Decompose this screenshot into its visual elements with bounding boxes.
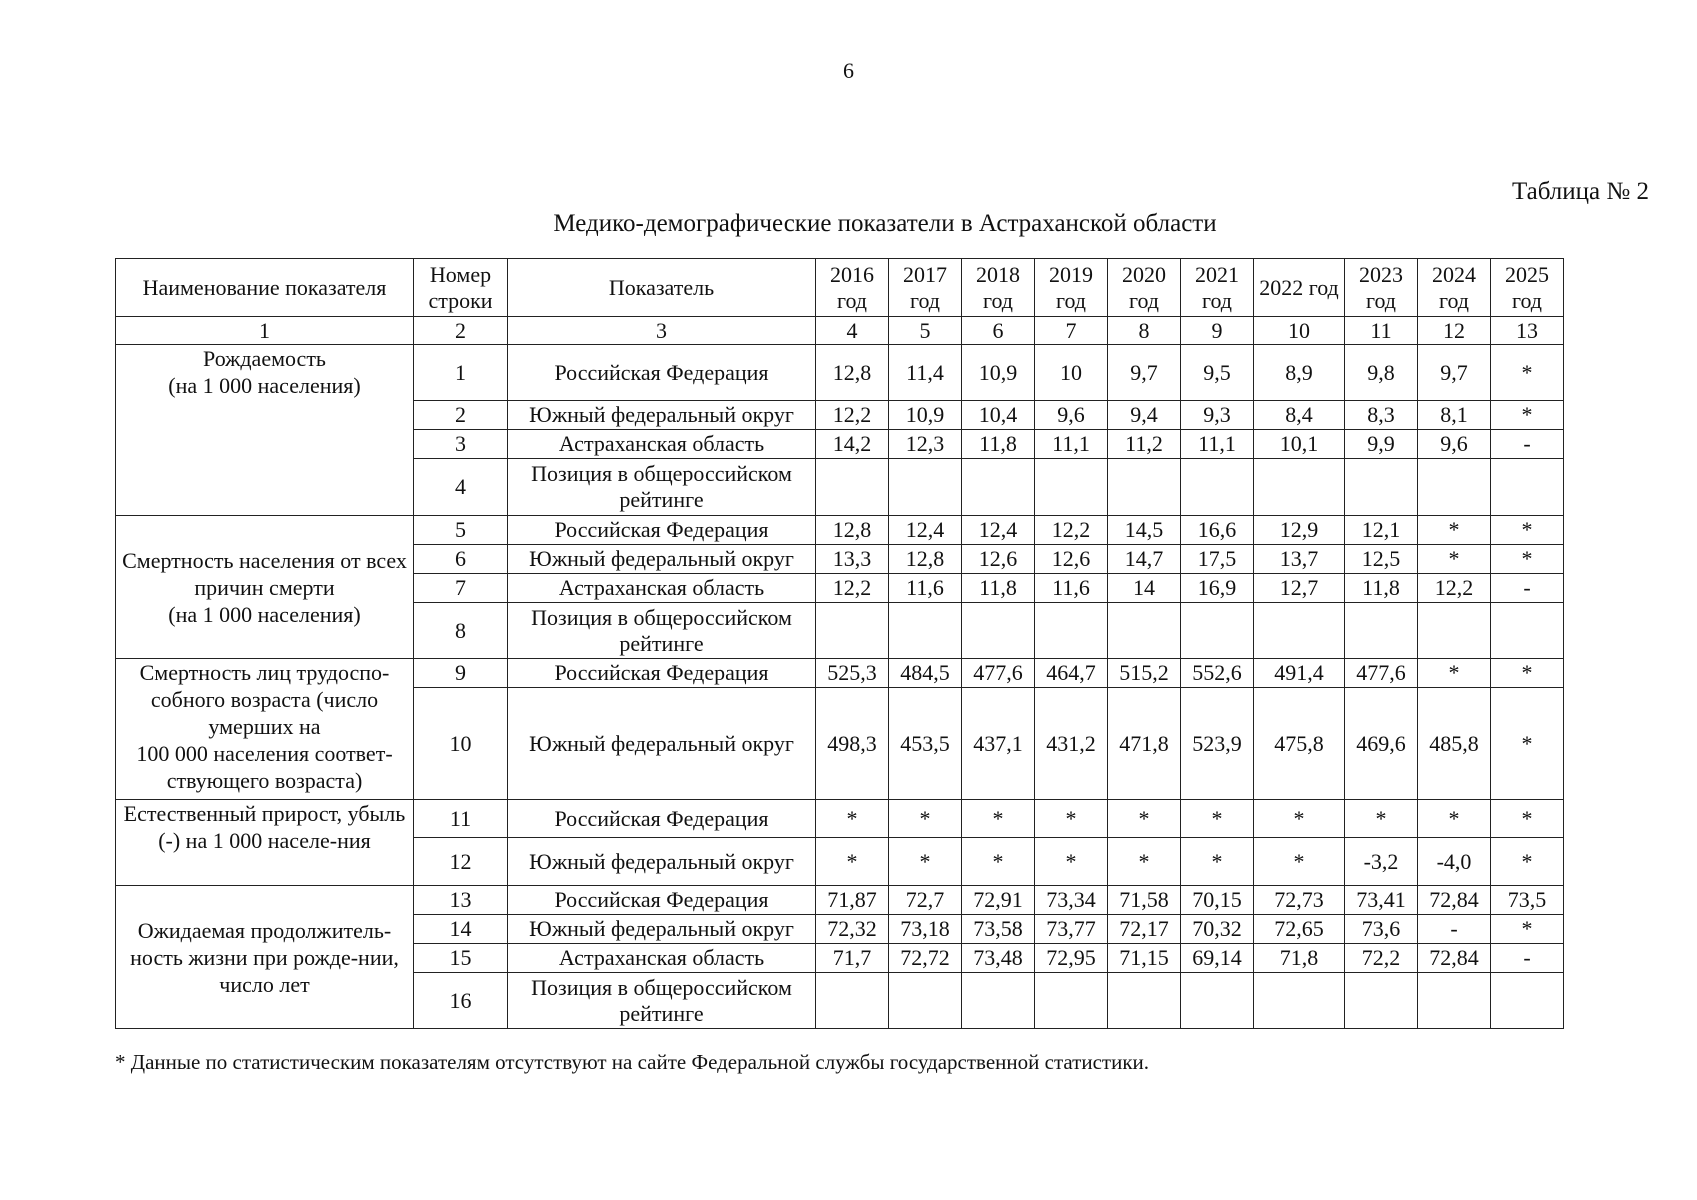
value-cell: 11,1 <box>1035 430 1108 459</box>
value-cell: 72,72 <box>889 944 962 973</box>
value-cell: 72,17 <box>1108 915 1181 944</box>
row-label: Южный федеральный округ <box>508 688 816 800</box>
value-cell <box>1345 459 1418 516</box>
column-number: 2 <box>414 317 508 345</box>
value-cell: 72,95 <box>1035 944 1108 973</box>
value-cell: * <box>962 838 1035 886</box>
value-cell <box>1345 603 1418 659</box>
value-cell: * <box>1254 838 1345 886</box>
value-cell: 13,7 <box>1254 545 1345 574</box>
row-number: 14 <box>414 915 508 944</box>
value-cell: * <box>1108 800 1181 838</box>
value-cell: 12,6 <box>1035 545 1108 574</box>
value-cell: 10,4 <box>962 401 1035 430</box>
value-cell: 10,1 <box>1254 430 1345 459</box>
value-cell: 11,8 <box>962 430 1035 459</box>
value-cell: 477,6 <box>962 659 1035 688</box>
value-cell: 71,15 <box>1108 944 1181 973</box>
value-cell: 73,5 <box>1491 886 1564 915</box>
value-cell: * <box>816 838 889 886</box>
value-cell: 12,8 <box>816 516 889 545</box>
value-cell: 72,84 <box>1418 944 1491 973</box>
value-cell: 16,6 <box>1181 516 1254 545</box>
header-year: 2016 год <box>816 259 889 317</box>
value-cell: 73,6 <box>1345 915 1418 944</box>
value-cell: -4,0 <box>1418 838 1491 886</box>
column-number: 12 <box>1418 317 1491 345</box>
value-cell: 437,1 <box>962 688 1035 800</box>
row-label: Российская Федерация <box>508 800 816 838</box>
column-number: 3 <box>508 317 816 345</box>
row-number: 2 <box>414 401 508 430</box>
row-number: 11 <box>414 800 508 838</box>
value-cell: - <box>1491 574 1564 603</box>
value-cell: 13,3 <box>816 545 889 574</box>
value-cell: 453,5 <box>889 688 962 800</box>
header-row <box>116 259 1564 317</box>
value-cell: 469,6 <box>1345 688 1418 800</box>
row-number: 5 <box>414 516 508 545</box>
table-row <box>116 659 1564 688</box>
value-cell: 72,65 <box>1254 915 1345 944</box>
value-cell <box>1491 973 1564 1029</box>
column-number: 1 <box>116 317 414 345</box>
header-indicator: Показатель <box>508 259 816 317</box>
value-cell: -3,2 <box>1345 838 1418 886</box>
column-number: 5 <box>889 317 962 345</box>
value-cell: 9,3 <box>1181 401 1254 430</box>
row-number: 10 <box>414 688 508 800</box>
value-cell: * <box>962 800 1035 838</box>
value-cell: * <box>1254 800 1345 838</box>
value-cell: 10,9 <box>962 345 1035 401</box>
value-cell <box>889 459 962 516</box>
value-cell: 12,6 <box>962 545 1035 574</box>
column-number: 7 <box>1035 317 1108 345</box>
column-number: 6 <box>962 317 1035 345</box>
indicator-group-name: Рождаемость (на 1 000 населения) <box>116 345 414 516</box>
row-number: 15 <box>414 944 508 973</box>
value-cell: * <box>1418 545 1491 574</box>
value-cell <box>1418 459 1491 516</box>
column-number: 10 <box>1254 317 1345 345</box>
column-number: 13 <box>1491 317 1564 345</box>
row-number: 8 <box>414 603 508 659</box>
row-number: 4 <box>414 459 508 516</box>
value-cell: 9,8 <box>1345 345 1418 401</box>
value-cell: * <box>1491 659 1564 688</box>
row-label: Южный федеральный округ <box>508 915 816 944</box>
value-cell: 11,4 <box>889 345 962 401</box>
value-cell: 71,58 <box>1108 886 1181 915</box>
table-row <box>116 516 1564 545</box>
value-cell: * <box>889 838 962 886</box>
value-cell: 12,4 <box>889 516 962 545</box>
value-cell: 12,9 <box>1254 516 1345 545</box>
value-cell: * <box>1418 516 1491 545</box>
value-cell: * <box>1491 545 1564 574</box>
value-cell: 12,7 <box>1254 574 1345 603</box>
value-cell: 431,2 <box>1035 688 1108 800</box>
value-cell <box>1254 459 1345 516</box>
indicator-group-name: Ожидаемая продолжитель-ность жизни при рожде-нии, число лет <box>116 886 414 1029</box>
value-cell: * <box>1035 838 1108 886</box>
value-cell: 552,6 <box>1181 659 1254 688</box>
value-cell: 11,6 <box>1035 574 1108 603</box>
value-cell: 71,87 <box>816 886 889 915</box>
value-cell: 72,32 <box>816 915 889 944</box>
row-label: Позиция в общероссийском рейтинге <box>508 459 816 516</box>
value-cell: 73,58 <box>962 915 1035 944</box>
header-year: 2023 год <box>1345 259 1418 317</box>
page-number: 6 <box>843 58 854 83</box>
value-cell: 9,6 <box>1418 430 1491 459</box>
header-row-number: Номер строки <box>414 259 508 317</box>
value-cell: 70,15 <box>1181 886 1254 915</box>
header-year: 2017 год <box>889 259 962 317</box>
value-cell: 8,3 <box>1345 401 1418 430</box>
value-cell: 477,6 <box>1345 659 1418 688</box>
value-cell <box>1181 973 1254 1029</box>
value-cell <box>1491 603 1564 659</box>
value-cell: 523,9 <box>1181 688 1254 800</box>
value-cell: 69,14 <box>1181 944 1254 973</box>
value-cell: 9,7 <box>1418 345 1491 401</box>
value-cell: * <box>1035 800 1108 838</box>
value-cell: 73,48 <box>962 944 1035 973</box>
value-cell: * <box>1181 838 1254 886</box>
value-cell: * <box>1418 659 1491 688</box>
header-year: 2024 год <box>1418 259 1491 317</box>
value-cell <box>1345 973 1418 1029</box>
value-cell: 8,9 <box>1254 345 1345 401</box>
value-cell: 475,8 <box>1254 688 1345 800</box>
value-cell: 515,2 <box>1108 659 1181 688</box>
value-cell <box>816 459 889 516</box>
row-label: Российская Федерация <box>508 659 816 688</box>
value-cell: 471,8 <box>1108 688 1181 800</box>
value-cell: 12,8 <box>889 545 962 574</box>
value-cell: 8,4 <box>1254 401 1345 430</box>
value-cell: - <box>1491 430 1564 459</box>
value-cell <box>1108 459 1181 516</box>
value-cell: * <box>816 800 889 838</box>
value-cell: 12,2 <box>816 401 889 430</box>
value-cell: 73,34 <box>1035 886 1108 915</box>
value-cell: 10,9 <box>889 401 962 430</box>
value-cell: 11,8 <box>1345 574 1418 603</box>
row-label: Астраханская область <box>508 944 816 973</box>
value-cell <box>1035 603 1108 659</box>
row-number: 3 <box>414 430 508 459</box>
value-cell <box>1254 603 1345 659</box>
value-cell <box>816 973 889 1029</box>
value-cell: 9,6 <box>1035 401 1108 430</box>
row-number: 13 <box>414 886 508 915</box>
value-cell: * <box>889 800 962 838</box>
row-number: 1 <box>414 345 508 401</box>
value-cell <box>1418 973 1491 1029</box>
value-cell: 464,7 <box>1035 659 1108 688</box>
header-year: 2025 год <box>1491 259 1564 317</box>
value-cell: * <box>1491 915 1564 944</box>
value-cell: 72,2 <box>1345 944 1418 973</box>
value-cell: - <box>1491 944 1564 973</box>
value-cell: 9,9 <box>1345 430 1418 459</box>
value-cell: 9,7 <box>1108 345 1181 401</box>
value-cell <box>1108 973 1181 1029</box>
value-cell: 9,4 <box>1108 401 1181 430</box>
value-cell: * <box>1108 838 1181 886</box>
header-year: 2022 год <box>1254 259 1345 317</box>
row-number: 7 <box>414 574 508 603</box>
header-year: 2020 год <box>1108 259 1181 317</box>
value-cell: 14 <box>1108 574 1181 603</box>
value-cell: 73,18 <box>889 915 962 944</box>
row-label: Южный федеральный округ <box>508 545 816 574</box>
column-number: 8 <box>1108 317 1181 345</box>
value-cell: 12,4 <box>962 516 1035 545</box>
value-cell: 8,1 <box>1418 401 1491 430</box>
value-cell: 16,9 <box>1181 574 1254 603</box>
value-cell: 14,5 <box>1108 516 1181 545</box>
value-cell: 9,5 <box>1181 345 1254 401</box>
value-cell: * <box>1491 401 1564 430</box>
value-cell: 491,4 <box>1254 659 1345 688</box>
value-cell: - <box>1418 915 1491 944</box>
value-cell <box>816 603 889 659</box>
value-cell <box>962 603 1035 659</box>
row-label: Российская Федерация <box>508 516 816 545</box>
value-cell <box>1418 603 1491 659</box>
value-cell <box>1181 603 1254 659</box>
row-label: Астраханская область <box>508 574 816 603</box>
value-cell: 73,77 <box>1035 915 1108 944</box>
row-label: Позиция в общероссийском рейтинге <box>508 973 816 1029</box>
column-number: 9 <box>1181 317 1254 345</box>
column-number: 11 <box>1345 317 1418 345</box>
indicator-group-name: Смертность населения от всех причин смерти (на 1 000 населения) <box>116 516 414 659</box>
indicator-group-name: Смертность лиц трудоспо-собного возраста (число умерших на 100 000 населения соответ-ствующего возраста) <box>116 659 414 800</box>
value-cell <box>1254 973 1345 1029</box>
table-row <box>116 800 1564 838</box>
value-cell <box>962 459 1035 516</box>
value-cell: 11,8 <box>962 574 1035 603</box>
value-cell: 14,2 <box>816 430 889 459</box>
indicator-group-name: Естественный прирост, убыль (-) на 1 000 населе-ния <box>116 800 414 886</box>
row-label: Южный федеральный округ <box>508 838 816 886</box>
value-cell: 12,2 <box>1035 516 1108 545</box>
value-cell: 14,7 <box>1108 545 1181 574</box>
value-cell: 72,73 <box>1254 886 1345 915</box>
value-cell: 12,2 <box>816 574 889 603</box>
row-label: Позиция в общероссийском рейтинге <box>508 603 816 659</box>
value-cell: 12,8 <box>816 345 889 401</box>
value-cell: 11,6 <box>889 574 962 603</box>
value-cell: * <box>1491 516 1564 545</box>
table-number: Таблица № 2 <box>1511 178 1649 205</box>
header-name: Наименование показателя <box>116 259 414 317</box>
table-row <box>116 886 1564 915</box>
value-cell <box>1181 459 1254 516</box>
footnote: * Данные по статистическим показателям отсутствуют на сайте Федеральной службы государственной статистики. <box>115 1050 1150 1074</box>
value-cell: 71,7 <box>816 944 889 973</box>
row-label: Астраханская область <box>508 430 816 459</box>
value-cell: 17,5 <box>1181 545 1254 574</box>
value-cell <box>1108 603 1181 659</box>
value-cell: 72,84 <box>1418 886 1491 915</box>
value-cell: * <box>1491 688 1564 800</box>
table-title: Медико-демографические показатели в Астраханской области <box>553 210 1217 237</box>
value-cell: 12,2 <box>1418 574 1491 603</box>
row-number: 16 <box>414 973 508 1029</box>
value-cell: 70,32 <box>1181 915 1254 944</box>
value-cell <box>889 603 962 659</box>
value-cell: * <box>1491 838 1564 886</box>
row-label: Российская Федерация <box>508 886 816 915</box>
value-cell: 484,5 <box>889 659 962 688</box>
header-year: 2019 год <box>1035 259 1108 317</box>
value-cell: 498,3 <box>816 688 889 800</box>
value-cell: * <box>1181 800 1254 838</box>
row-number: 12 <box>414 838 508 886</box>
value-cell <box>962 973 1035 1029</box>
value-cell: * <box>1491 800 1564 838</box>
value-cell: 72,7 <box>889 886 962 915</box>
value-cell <box>1035 973 1108 1029</box>
column-number: 4 <box>816 317 889 345</box>
value-cell: 12,3 <box>889 430 962 459</box>
value-cell <box>889 973 962 1029</box>
value-cell <box>1491 459 1564 516</box>
column-numbers-row <box>116 317 1564 345</box>
value-cell: 10 <box>1035 345 1108 401</box>
value-cell: * <box>1491 345 1564 401</box>
value-cell: 72,91 <box>962 886 1035 915</box>
row-number: 6 <box>414 545 508 574</box>
value-cell: 12,1 <box>1345 516 1418 545</box>
row-label: Южный федеральный округ <box>508 401 816 430</box>
value-cell: 12,5 <box>1345 545 1418 574</box>
value-cell: * <box>1418 800 1491 838</box>
value-cell: 11,2 <box>1108 430 1181 459</box>
value-cell: 485,8 <box>1418 688 1491 800</box>
table-row <box>116 345 1564 401</box>
header-year: 2018 год <box>962 259 1035 317</box>
value-cell: 73,41 <box>1345 886 1418 915</box>
value-cell: * <box>1345 800 1418 838</box>
value-cell: 525,3 <box>816 659 889 688</box>
header-year: 2021 год <box>1181 259 1254 317</box>
value-cell: 71,8 <box>1254 944 1345 973</box>
value-cell <box>1035 459 1108 516</box>
value-cell: 11,1 <box>1181 430 1254 459</box>
row-label: Российская Федерация <box>508 345 816 401</box>
indicators-table <box>115 258 1564 1029</box>
row-number: 9 <box>414 659 508 688</box>
